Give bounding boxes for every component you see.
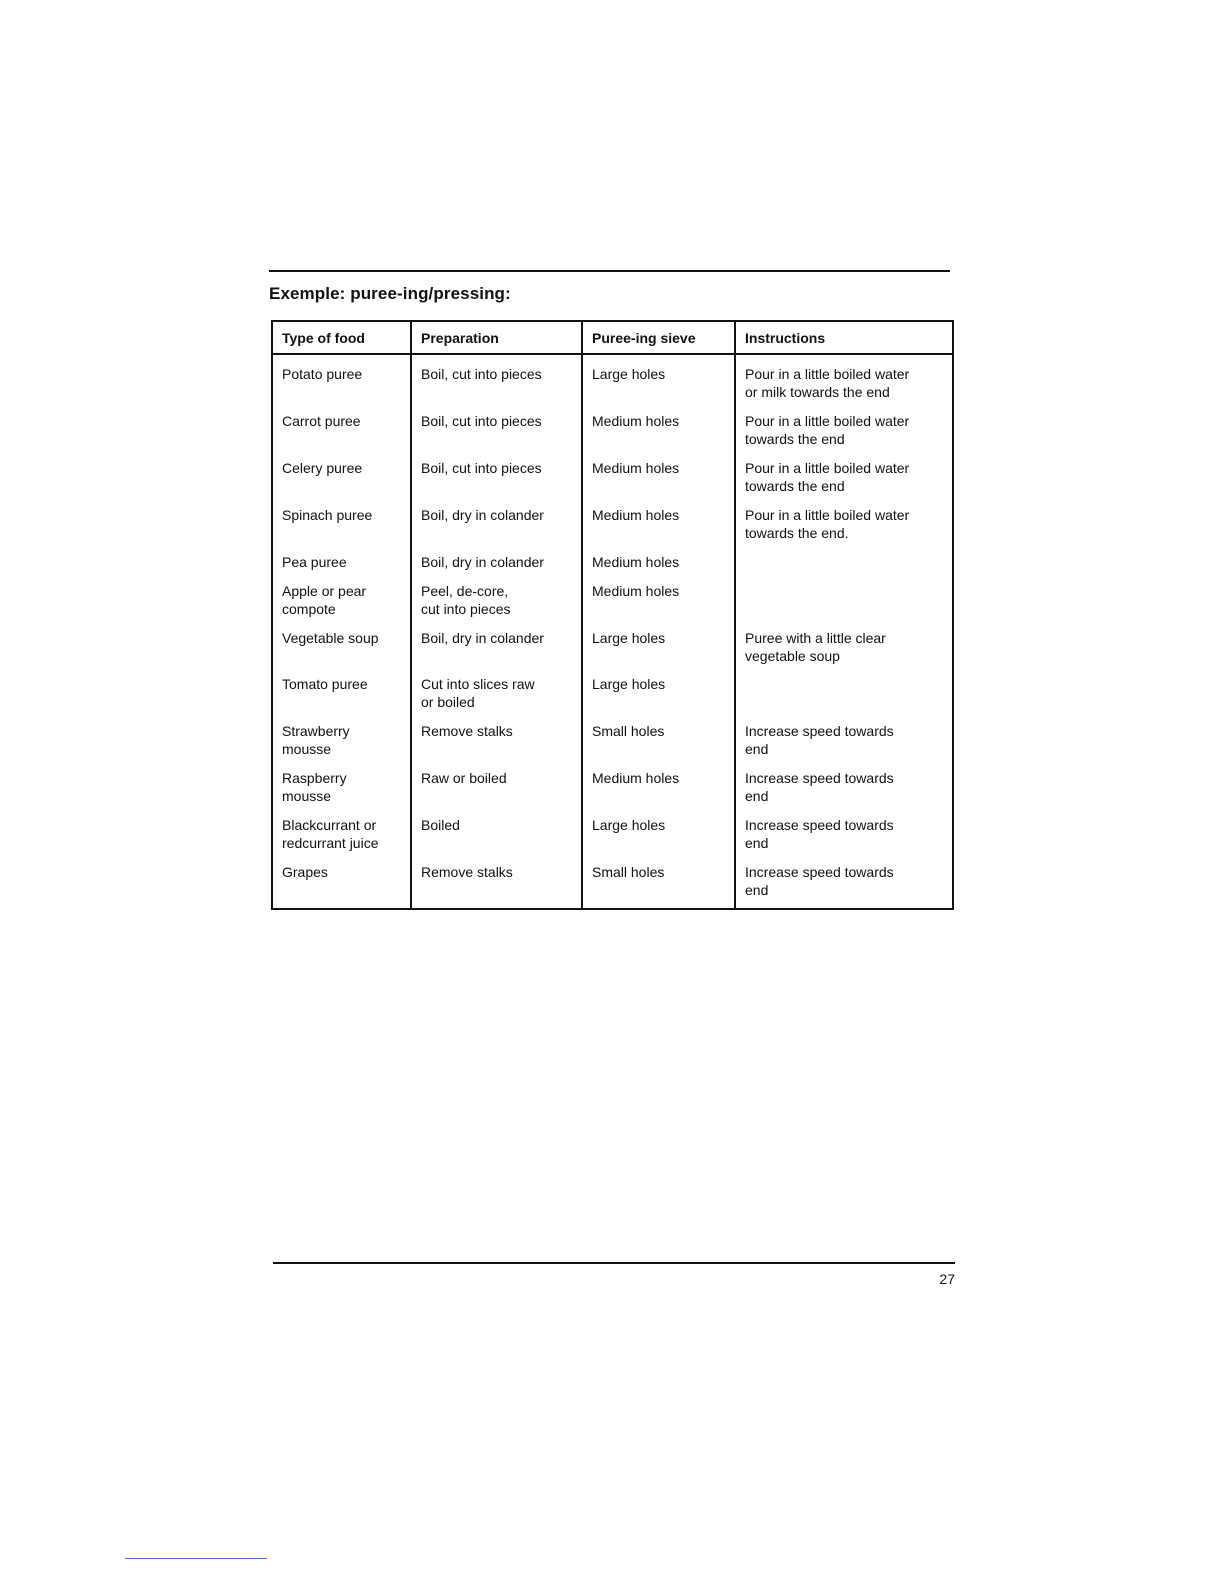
cell-line: Large holes <box>592 676 666 692</box>
cell-type-of-food <box>272 863 411 909</box>
table-row <box>272 629 953 675</box>
cell-type-of-food <box>272 675 411 722</box>
footnote-line <box>125 1558 267 1559</box>
cell-line: Boil, dry in colander <box>421 630 544 646</box>
table-row <box>272 506 953 553</box>
cell-line: Large holes <box>592 366 666 382</box>
cell-line: Medium holes <box>592 554 680 570</box>
cell-line: Blackcurrant or <box>282 817 377 833</box>
cell-pureeing-sieve <box>582 354 735 412</box>
table-row <box>272 412 953 459</box>
cell-line: cut into pieces <box>421 601 511 617</box>
header-pureeing-sieve: Puree-ing sieve <box>582 321 735 354</box>
cell-line: Pour in a little boiled water <box>745 507 910 523</box>
cell-line: Boil, cut into pieces <box>421 366 542 382</box>
cell-line: end <box>745 835 769 851</box>
cell-line: Medium holes <box>592 583 680 599</box>
cell-preparation <box>411 675 582 722</box>
table-row <box>272 582 953 629</box>
cell-preparation <box>411 582 582 629</box>
cell-line: Increase speed towards <box>745 723 894 739</box>
cell-type-of-food <box>272 354 411 412</box>
cell-line: Potato puree <box>282 366 363 382</box>
cell-line: Small holes <box>592 723 665 739</box>
header-preparation: Preparation <box>411 321 582 354</box>
table-row <box>272 675 953 722</box>
cell-pureeing-sieve <box>582 506 735 553</box>
cell-pureeing-sieve <box>582 675 735 722</box>
cell-line: Vegetable soup <box>282 630 379 646</box>
cell-line: Pour in a little boiled water <box>745 460 910 476</box>
table-row <box>272 459 953 506</box>
cell-line: towards the end. <box>745 525 849 541</box>
cell-preparation <box>411 506 582 553</box>
cell-instructions <box>735 629 953 675</box>
cell-preparation <box>411 459 582 506</box>
cell-line: Peel, de-core, <box>421 583 509 599</box>
cell-type-of-food <box>272 506 411 553</box>
cell-line: Large holes <box>592 817 666 833</box>
bottom-rule <box>273 1262 955 1264</box>
cell-line: Remove stalks <box>421 723 513 739</box>
cell-instructions <box>735 506 953 553</box>
table-row <box>272 816 953 863</box>
cell-line: or boiled <box>421 694 475 710</box>
cell-pureeing-sieve <box>582 769 735 816</box>
cell-line: mousse <box>282 788 332 804</box>
cell-line: or milk towards the end <box>745 384 890 400</box>
cell-instructions <box>735 582 953 629</box>
table-body <box>272 354 953 909</box>
cell-instructions <box>735 769 953 816</box>
cell-line: end <box>745 788 769 804</box>
cell-preparation <box>411 722 582 769</box>
cell-line: Large holes <box>592 630 666 646</box>
cell-line: Spinach puree <box>282 507 373 523</box>
cell-type-of-food <box>272 769 411 816</box>
cell-instructions <box>735 412 953 459</box>
cell-pureeing-sieve <box>582 816 735 863</box>
cell-line: Medium holes <box>592 460 680 476</box>
cell-line: end <box>745 741 769 757</box>
section-heading: Exemple: puree-ing/pressing: <box>269 284 511 303</box>
table-row <box>272 863 953 909</box>
cell-line: Tomato puree <box>282 676 368 692</box>
cell-preparation <box>411 629 582 675</box>
cell-line: Boil, cut into pieces <box>421 413 542 429</box>
cell-line: Medium holes <box>592 507 680 523</box>
cell-instructions <box>735 459 953 506</box>
cell-line: Boiled <box>421 817 460 833</box>
cell-line: Cut into slices raw <box>421 676 535 692</box>
cell-pureeing-sieve <box>582 629 735 675</box>
cell-preparation <box>411 553 582 582</box>
cell-line: Raw or boiled <box>421 770 507 786</box>
cell-line: end <box>745 882 769 898</box>
cell-instructions <box>735 553 953 582</box>
cell-preparation <box>411 412 582 459</box>
cell-type-of-food <box>272 459 411 506</box>
table-row <box>272 722 953 769</box>
cell-line: Boil, cut into pieces <box>421 460 542 476</box>
page-number: 27 <box>939 1271 955 1287</box>
table-header-row <box>272 321 953 354</box>
cell-instructions <box>735 675 953 722</box>
cell-line: mousse <box>282 741 332 757</box>
cell-pureeing-sieve <box>582 553 735 582</box>
cell-instructions <box>735 722 953 769</box>
cell-line: Medium holes <box>592 413 680 429</box>
cell-preparation <box>411 769 582 816</box>
cell-type-of-food <box>272 553 411 582</box>
cell-line: Strawberry <box>282 723 350 739</box>
cell-line: Puree with a little clear <box>745 630 886 646</box>
cell-line: Raspberry <box>282 770 347 786</box>
cell-preparation <box>411 354 582 412</box>
cell-line: Small holes <box>592 864 665 880</box>
cell-type-of-food <box>272 816 411 863</box>
cell-line: Pour in a little boiled water <box>745 413 910 429</box>
cell-line: compote <box>282 601 336 617</box>
cell-line: Increase speed towards <box>745 770 894 786</box>
cell-type-of-food <box>272 722 411 769</box>
cell-pureeing-sieve <box>582 863 735 909</box>
cell-line: Pea puree <box>282 554 347 570</box>
cell-type-of-food <box>272 412 411 459</box>
cell-line: Grapes <box>282 864 328 880</box>
cell-preparation <box>411 816 582 863</box>
cell-line: Pour in a little boiled water <box>745 366 910 382</box>
cell-line: Celery puree <box>282 460 363 476</box>
pureeing-table <box>271 320 954 910</box>
cell-instructions <box>735 354 953 412</box>
cell-line: towards the end <box>745 478 845 494</box>
cell-type-of-food <box>272 629 411 675</box>
cell-pureeing-sieve <box>582 582 735 629</box>
cell-pureeing-sieve <box>582 722 735 769</box>
cell-line: redcurrant juice <box>282 835 379 851</box>
cell-line: Carrot puree <box>282 413 361 429</box>
cell-pureeing-sieve <box>582 412 735 459</box>
cell-line: Apple or pear <box>282 583 367 599</box>
cell-line: Medium holes <box>592 770 680 786</box>
cell-line: Remove stalks <box>421 864 513 880</box>
table-row <box>272 769 953 816</box>
cell-line: Increase speed towards <box>745 817 894 833</box>
table-row <box>272 354 953 412</box>
cell-line: vegetable soup <box>745 648 840 664</box>
cell-pureeing-sieve <box>582 459 735 506</box>
cell-preparation <box>411 863 582 909</box>
cell-instructions <box>735 816 953 863</box>
cell-line: Boil, dry in colander <box>421 554 544 570</box>
header-instructions: Instructions <box>735 321 953 354</box>
cell-line: Increase speed towards <box>745 864 894 880</box>
cell-line: Boil, dry in colander <box>421 507 544 523</box>
cell-instructions <box>735 863 953 909</box>
header-type-of-food: Type of food <box>272 321 411 354</box>
top-rule <box>269 270 950 272</box>
cell-line: towards the end <box>745 431 845 447</box>
cell-type-of-food <box>272 582 411 629</box>
table-row <box>272 553 953 582</box>
